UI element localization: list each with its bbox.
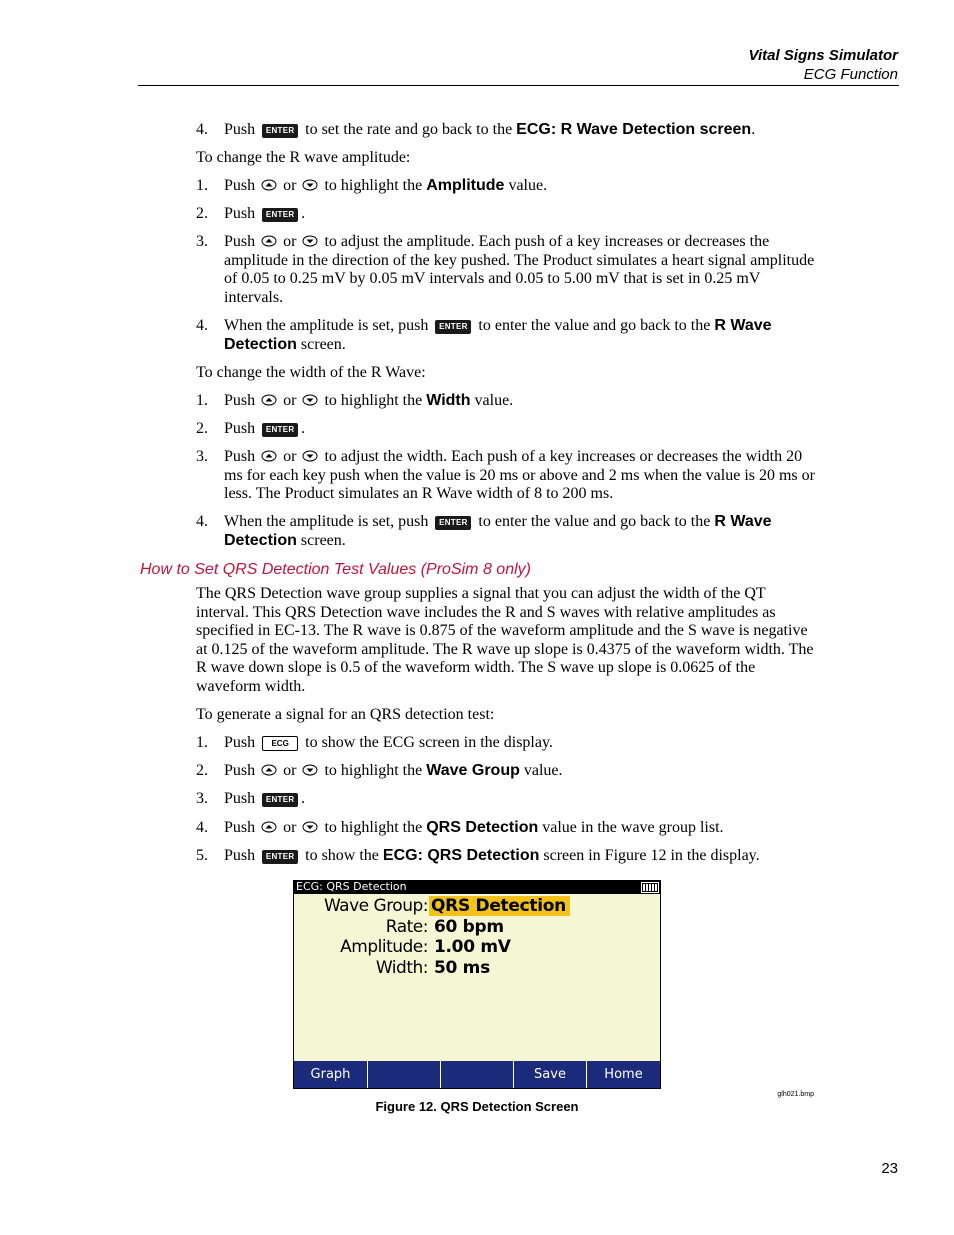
down-arrow-key-icon — [302, 235, 318, 247]
amplitude-label: Amplitude: — [340, 937, 428, 957]
down-arrow-key-icon — [302, 821, 318, 833]
figure-caption: Figure 12. QRS Detection Screen — [375, 1099, 579, 1114]
softkey-blank-2[interactable] — [441, 1061, 514, 1088]
softkey-bar — [294, 1061, 660, 1088]
up-arrow-key-icon — [261, 235, 277, 247]
softkey-blank-1[interactable] — [368, 1061, 441, 1088]
up-arrow-key-icon — [261, 179, 277, 191]
enter-key-icon: ENTER — [262, 124, 298, 138]
amplitude-value: 1.00 mV — [434, 937, 511, 957]
down-arrow-key-icon — [302, 394, 318, 406]
down-arrow-key-icon — [302, 764, 318, 776]
width-label: Width: — [375, 958, 428, 978]
ecg-key-icon: ECG — [262, 736, 298, 751]
screen-title: ECG: QRS Detection — [296, 880, 407, 893]
list-item: 2. Push ENTER . — [196, 420, 306, 437]
list-item: 4. When the amplitude is set, push ENTER to enter the value and go back to the R Wave Detection screen. — [196, 513, 772, 549]
width-value: 50 ms — [434, 958, 490, 978]
softkey-save[interactable]: Save — [514, 1061, 587, 1088]
rate-value: 60 bpm — [434, 917, 504, 937]
section-heading: How to Set QRS Detection Test Values (ProSim 8 only) — [140, 561, 531, 578]
list-item: 5. Push ENTER to show the ECG: QRS Detection screen in Figure 12 in the display. — [196, 847, 760, 864]
list-item: 4. Push ENTER to set the rate and go back to the ECG: R Wave Detection screen. — [196, 121, 756, 138]
wave-group-label: Wave Group: — [323, 896, 428, 916]
enter-key-icon: ENTER — [435, 320, 471, 334]
enter-key-icon: ENTER — [262, 793, 298, 807]
paragraph: To change the R wave amplitude: — [196, 149, 411, 166]
wave-group-value: QRS Detection — [429, 896, 570, 916]
rate-label: Rate: — [385, 917, 428, 937]
figure-filename: glh021.bmp — [777, 1091, 814, 1098]
up-arrow-key-icon — [261, 764, 277, 776]
list-item: 3. Push or to adjust the amplitude. Each push of a key increases or decreases the amplitude in the direction of the key pushed. The Product simulates a heart signal amplitude of 0.05 to 0.25 mV by 0.05 mV intervals and 0.05 to 5.00 mV that is set in 0.25 mV intervals. — [196, 233, 815, 306]
up-arrow-key-icon — [261, 821, 277, 833]
paragraph: To generate a signal for an QRS detection test: — [196, 706, 495, 723]
list-item: 1. Push ECG to show the ECG screen in the display. — [196, 734, 553, 751]
header-rule — [138, 85, 899, 86]
list-item: 1. Push or to highlight the Amplitude value. — [196, 177, 548, 194]
list-item: 1. Push or to highlight the Width value. — [196, 392, 514, 409]
list-item: 3. Push or to adjust the width. Each push of a key increases or decreases the width 20 ms for each key push when the value is 20 ms or above and 2 ms when the value is 20 ms or less. The Product simulates an R Wave width of 8 to 200 ms. — [196, 448, 815, 503]
list-item: 3. Push ENTER . — [196, 790, 306, 807]
softkey-graph[interactable]: Graph — [294, 1061, 368, 1088]
list-item: 2. Push ENTER . — [196, 205, 306, 222]
enter-key-icon: ENTER — [262, 850, 298, 864]
list-item: 4. Push or to highlight the QRS Detection value in the wave group list. — [196, 819, 724, 836]
up-arrow-key-icon — [261, 394, 277, 406]
screen-title-bar — [293, 880, 661, 894]
paragraph: To change the width of the R Wave: — [196, 364, 426, 381]
down-arrow-key-icon — [302, 450, 318, 462]
enter-key-icon: ENTER — [435, 516, 471, 530]
paragraph: The QRS Detection wave group supplies a signal that you can adjust the width of the QT interval. This QRS Detection wave includes the R and S waves with relative amplitudes as specified in EC-13. The R wave is 0.875 of the waveform amplitude and the S wave is negative at 0.125 of the waveform amplitude. The R wave up slope is 0.4375 of the waveform width. The R wave down slope is 0.5 of the waveform width. The S wave up slope is 0.0625 of the waveform width. — [196, 585, 814, 695]
battery-icon — [641, 882, 659, 893]
enter-key-icon: ENTER — [262, 423, 298, 437]
running-header-title: Vital Signs Simulator — [748, 47, 898, 64]
list-item: 2. Push or to highlight the Wave Group value. — [196, 762, 563, 779]
list-item: 4. When the amplitude is set, push ENTER to enter the value and go back to the R Wave Detection screen. — [196, 317, 772, 353]
enter-key-icon: ENTER — [262, 208, 298, 222]
page-number: 23 — [881, 1160, 898, 1177]
running-header-subtitle: ECG Function — [803, 66, 898, 83]
up-arrow-key-icon — [261, 450, 277, 462]
device-screen-figure — [293, 880, 661, 1089]
down-arrow-key-icon — [302, 179, 318, 191]
softkey-home[interactable]: Home — [604, 1067, 643, 1082]
screen-body — [294, 894, 660, 1061]
